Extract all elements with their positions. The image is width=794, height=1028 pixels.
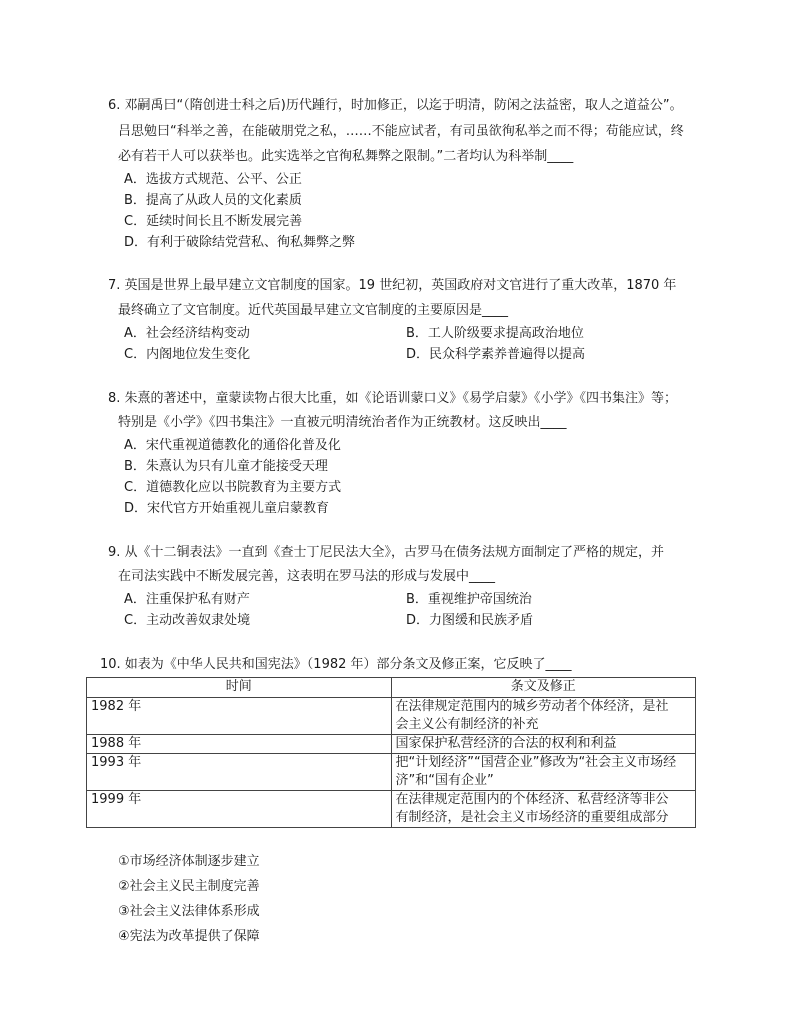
q6-option-a: A．选拔方式规范、公平、公正 — [124, 172, 302, 187]
q10-item-4: ④宪法为改革提供了保障 — [118, 929, 260, 944]
q7-option-d: D．民众科学素养普遍得以提高 — [406, 347, 586, 362]
q9-option-c: C．主动改善奴隶处境 — [124, 613, 251, 628]
constitution-table — [86, 677, 696, 828]
table-cell-text-line: 有制经济，是社会主义市场经济的重要组成部分 — [395, 810, 669, 825]
q9-option-b: B．重视维护帝国统治 — [406, 592, 532, 607]
q8-option-c: C．道德教化应以书院教育为主要方式 — [124, 480, 342, 495]
q7-option-c: C．内阁地位发生变化 — [124, 347, 251, 362]
q8-option-b: B．朱熹认为只有儿童才能接受天理 — [124, 459, 328, 474]
table-cell-text — [391, 791, 696, 828]
q8-option-a: A．宋代重视道德教化的通俗化普及化 — [124, 438, 341, 453]
q10-item-3: ③社会主义法律体系形成 — [118, 904, 260, 919]
q8-stem-line-2: 特别是《小学》《四书集注》一直被元明清统治者作为正统教材。这反映出____ — [118, 415, 567, 430]
table-header-time: 时间 — [87, 678, 392, 698]
table-header-clause: 条文及修正 — [391, 678, 696, 698]
table-cell-text — [391, 735, 696, 754]
table-header-row — [87, 678, 696, 698]
table-cell-year: 1982 年 — [87, 698, 392, 735]
table-cell-text-line: 会主义公有制经济的补充 — [395, 717, 539, 732]
table-cell-text — [391, 754, 696, 791]
q9-stem-line-1: 9. 从《十二铜表法》一直到《查士丁尼民法大全》，古罗马在债务法规方面制定了严格的规定，并 — [108, 545, 665, 560]
q8-stem-line-1: 8. 朱熹的著述中，童蒙读物占很大比重，如《论语训蒙口义》《易学启蒙》《小学》《四书集注》等； — [108, 391, 678, 406]
q7-option-b: B．工人阶级要求提高政治地位 — [406, 326, 584, 341]
q6-stem-line-2: 吕思勉曰“科举之善，在能破朋党之私，……不能应试者，有司虽欲徇私举之而不得；苟能应试，终 — [118, 124, 684, 139]
table-cell-year: 1999 年 — [87, 791, 392, 828]
table-cell-year: 1993 年 — [87, 754, 392, 791]
table-row — [87, 735, 696, 754]
q10-item-2: ②社会主义民主制度完善 — [118, 879, 260, 894]
q9-stem-line-2: 在司法实践中不断发展完善，这表明在罗马法的形成与发展中____ — [118, 569, 496, 584]
table-row — [87, 698, 696, 735]
q10-stem: 10. 如表为《中华人民共和国宪法》（1982 年）部分条文及修正案，它反映了____ — [100, 657, 572, 672]
q6-option-d: D．有利于破除结党营私、徇私舞弊之弊 — [124, 235, 356, 250]
q6-stem-line-3: 必有若干人可以获举也。此实选举之官徇私舞弊之限制。”二者均认为科举制____ — [118, 149, 574, 164]
table-cell-text-line: 国家保护私营经济的合法的权利和利益 — [395, 736, 617, 751]
table-cell-text-line: 在法律规定范围内的个体经济、私营经济等非公 — [395, 792, 669, 807]
q8-option-d: D．宋代官方开始重视儿童启蒙教育 — [124, 501, 330, 516]
table-cell-text-line: 在法律规定范围内的城乡劳动者个体经济，是社 — [395, 699, 669, 714]
table-row — [87, 754, 696, 791]
table-cell-year: 1988 年 — [87, 735, 392, 754]
q7-option-a: A．社会经济结构变动 — [124, 326, 250, 341]
q6-option-b: B．提高了从政人员的文化素质 — [124, 193, 302, 208]
q6-option-c: C．延续时间长且不断发展完善 — [124, 214, 303, 229]
q9-option-a: A．注重保护私有财产 — [124, 592, 250, 607]
table-cell-text-line: 把“计划经济”“国营企业”修改为“社会主义市场经 — [395, 755, 677, 770]
q6-stem-line-1: 6. 邓嗣禹曰“（隋创进士科之后)历代踵行，时加修正，以迄于明清，防闲之法益密，取人之道益公”。 — [108, 98, 683, 113]
q9-option-d: D．力图缓和民族矛盾 — [406, 613, 534, 628]
table-cell-text — [391, 698, 696, 735]
q10-item-1: ①市场经济体制逐步建立 — [118, 854, 260, 869]
q7-stem-line-1: 7. 英国是世界上最早建立文官制度的国家。19 世纪初，英国政府对文官进行了重大改革，1870 年 — [108, 278, 677, 293]
q7-stem-line-2: 最终确立了文官制度。近代英国最早建立文官制度的主要原因是____ — [118, 303, 509, 318]
table-row — [87, 791, 696, 828]
table-cell-text-line: 济”和“国有企业” — [395, 773, 494, 788]
